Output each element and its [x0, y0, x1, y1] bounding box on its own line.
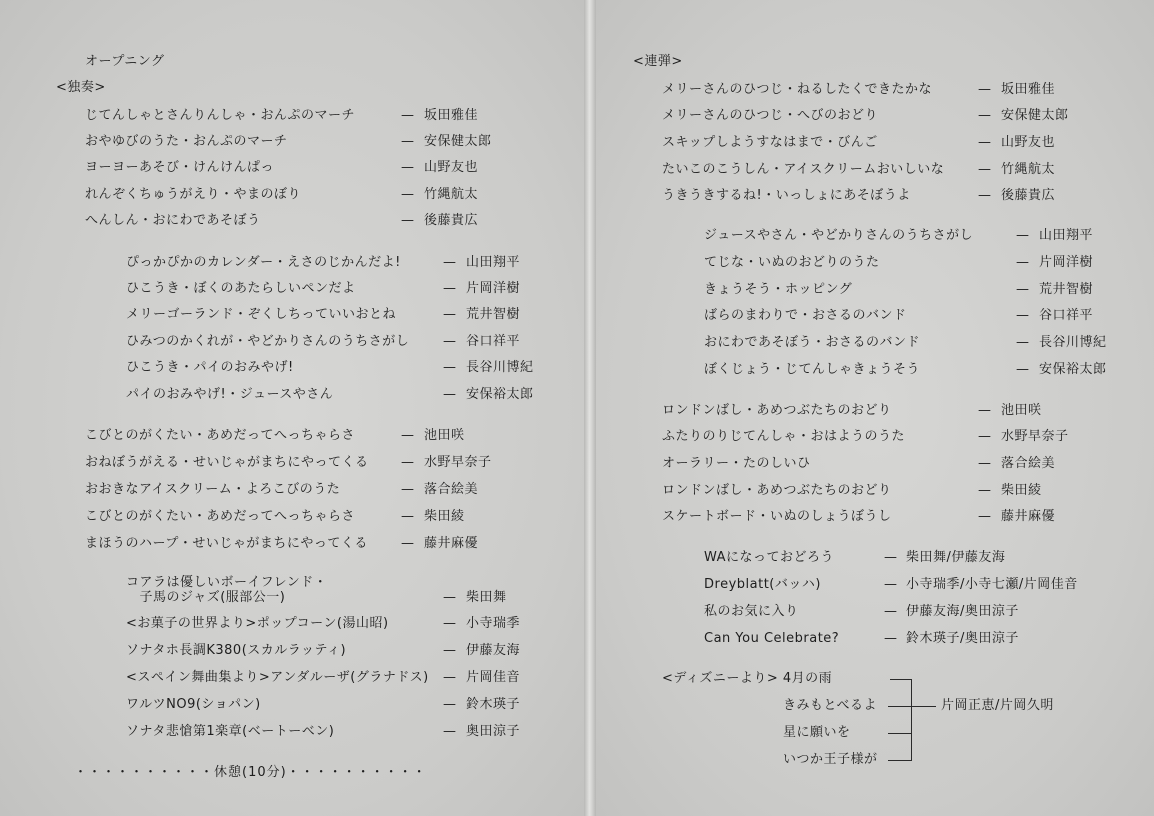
- bracket-line: [911, 679, 912, 761]
- program-title: ひこうき・パイのおみやげ!: [126, 360, 294, 375]
- program-title: ヨーヨーあそび・けんけんぱっ: [85, 160, 275, 175]
- page-fold: [584, 0, 596, 816]
- duet-header: <連弾>: [633, 54, 683, 69]
- dash: —: [1016, 255, 1029, 270]
- dash: —: [443, 724, 456, 739]
- performer-name: 山野友也: [1001, 135, 1056, 150]
- performer-name: 山田翔平: [1039, 228, 1094, 243]
- bracket-line: [890, 679, 912, 680]
- program-title: ふたりのりじてんしゃ・おはようのうた: [662, 429, 906, 444]
- performer-name: 安保健太郎: [1001, 108, 1069, 123]
- bracket-line: [888, 760, 912, 761]
- performer-name: 小寺瑞季/小寺七瀬/片岡佳音: [906, 577, 1078, 592]
- program-title: こびとのがくたい・あめだってへっちゃらさ: [85, 509, 356, 524]
- dash: —: [401, 213, 414, 228]
- performer-name: 片岡洋樹: [466, 281, 521, 296]
- performer-name: 安保健太郎: [424, 134, 492, 149]
- program-title: ワルツNO9(ショパン): [126, 697, 261, 712]
- dash: —: [978, 135, 991, 150]
- dash: —: [884, 577, 897, 592]
- program-title: スケートボード・いぬのしょうぼうし: [662, 509, 892, 524]
- performer-name: 落合絵美: [424, 482, 479, 497]
- program-title: パイのおみやげ!・ジュースやさん: [126, 387, 334, 402]
- program-title: へんしん・おにわであそぼう: [85, 213, 261, 228]
- performer-name: 鈴木瑛子/奥田涼子: [906, 631, 1019, 646]
- performer-name: 柴田綾: [424, 509, 465, 524]
- performer-name: 竹縄航太: [1001, 162, 1056, 177]
- dash: —: [401, 108, 414, 123]
- program-title: メリーさんのひつじ・ねるしたくできたかな: [662, 82, 933, 97]
- performer-name: 谷口祥平: [1039, 308, 1094, 323]
- performer-name: 荒井智樹: [466, 307, 521, 322]
- dash: —: [401, 134, 414, 149]
- dash: —: [443, 281, 456, 296]
- performer-name: 柴田舞: [466, 590, 507, 605]
- program-title: ばらのまわりで・おさるのバンド: [704, 308, 907, 323]
- dash: —: [884, 631, 897, 646]
- dash: —: [1016, 308, 1029, 323]
- performer-name: 伊藤友海: [466, 643, 521, 658]
- dash: —: [884, 604, 897, 619]
- performer-name: 鈴木瑛子: [466, 697, 521, 712]
- performer-name: 長谷川博紀: [1039, 335, 1107, 350]
- solo-header: <独奏>: [56, 80, 106, 95]
- performer-name: 水野早奈子: [1001, 429, 1069, 444]
- program-title: メリーさんのひつじ・へびのおどり: [662, 108, 879, 123]
- dash: —: [1016, 282, 1029, 297]
- performer-name: 後藤貴広: [1001, 188, 1056, 203]
- dash: —: [978, 82, 991, 97]
- dash: —: [1016, 335, 1029, 350]
- program-title: たいこのこうしん・アイスクリームおいしいな: [662, 162, 945, 177]
- performer-name: 池田咲: [424, 428, 465, 443]
- program-title: おやゆびのうた・おんぷのマーチ: [85, 134, 288, 149]
- program-title: ソナタ悲愴第1楽章(ベートーベン): [126, 724, 335, 739]
- performer-name: 落合絵美: [1001, 456, 1056, 471]
- performer-name: 伊藤友海/奥田涼子: [906, 604, 1019, 619]
- performer-name: 藤井麻優: [1001, 509, 1056, 524]
- bracket-line: [888, 706, 912, 707]
- dash: —: [1016, 362, 1029, 377]
- bracket-line: [888, 733, 912, 734]
- dash: —: [978, 403, 991, 418]
- program-title: ぼくじょう・じてんしゃきょうそう: [704, 362, 921, 377]
- disney-title: 星に願いを: [783, 725, 851, 740]
- dash: —: [401, 187, 414, 202]
- program-title: <お菓子の世界より>ポップコーン(湯山昭): [126, 616, 389, 631]
- performer-name: 坂田雅佳: [1001, 82, 1056, 97]
- dash: —: [401, 455, 414, 470]
- program-title: ひこうき・ぼくのあたらしいペンだよ: [126, 281, 356, 296]
- dash: —: [978, 456, 991, 471]
- program-title: うきうきするね!・いっしょにあそぼうよ: [662, 188, 911, 203]
- performer-name: 安保裕太郎: [466, 387, 534, 402]
- performer-name: 池田咲: [1001, 403, 1042, 418]
- performer-name: 山野友也: [424, 160, 479, 175]
- program-title: こびとのがくたい・あめだってへっちゃらさ: [85, 428, 356, 443]
- program-title: Can You Celebrate?: [704, 631, 840, 646]
- performer-name: 山田翔平: [466, 255, 521, 270]
- program-title: ロンドンばし・あめつぶたちのおどり: [662, 403, 892, 418]
- dash: —: [443, 616, 456, 631]
- program-title: まほうのハープ・せいじゃがまちにやってくる: [85, 536, 368, 551]
- disney-title: いつか王子様が: [783, 752, 878, 767]
- performer-name: 柴田舞/伊藤友海: [906, 550, 1006, 565]
- program-title: おねぼうがえる・せいじゃがまちにやってくる: [85, 455, 369, 470]
- performer-name: 片岡佳音: [466, 670, 521, 685]
- performer-name: 藤井麻優: [424, 536, 479, 551]
- program-title: てじな・いぬのおどりのうた: [704, 255, 880, 270]
- performer-name: 安保裕太郎: [1039, 362, 1107, 377]
- dash: —: [978, 108, 991, 123]
- program-title: 私のお気に入り: [704, 604, 799, 619]
- dash: —: [401, 482, 414, 497]
- dash: —: [401, 160, 414, 175]
- performer-name: 荒井智樹: [1039, 282, 1094, 297]
- dash: —: [401, 536, 414, 551]
- program-title: おおきなアイスクリーム・よろこびのうた: [85, 482, 341, 497]
- program-title: オーラリー・たのしいひ: [662, 456, 811, 471]
- dash: —: [443, 387, 456, 402]
- performer-name: 谷口祥平: [466, 334, 521, 349]
- program-title: きょうそう・ホッピング: [704, 282, 853, 297]
- performer-name: 片岡洋樹: [1039, 255, 1094, 270]
- performer-name: 片岡正恵/片岡久明: [941, 698, 1054, 713]
- dash: —: [978, 188, 991, 203]
- dash: —: [1016, 228, 1029, 243]
- dash: —: [443, 334, 456, 349]
- program-title: ひみつのかくれが・やどかりさんのうちさがし: [126, 334, 410, 349]
- program-title: メリーゴーランド・ぞくしちっていいおとね: [126, 307, 397, 322]
- program-title: れんぞくちゅうがえり・やまのぼり: [85, 187, 302, 202]
- dash: —: [443, 360, 456, 375]
- program-title: ソナタホ長調K380(スカルラッティ): [126, 643, 347, 658]
- dash: —: [884, 550, 897, 565]
- dash: —: [443, 670, 456, 685]
- dash: —: [443, 643, 456, 658]
- dash: —: [443, 255, 456, 270]
- performer-name: 竹縄航太: [424, 187, 479, 202]
- program-title: <スペイン舞曲集より>アンダルーザ(グラナドス): [126, 670, 429, 685]
- performer-name: 長谷川博紀: [466, 360, 534, 375]
- program-title: スキップしようすなはまで・びんご: [662, 135, 878, 150]
- dash: —: [978, 162, 991, 177]
- dash: —: [978, 429, 991, 444]
- performer-name: 後藤貴広: [424, 213, 479, 228]
- dash: —: [443, 697, 456, 712]
- dash: —: [443, 590, 456, 605]
- dash: —: [401, 428, 414, 443]
- program-title: じてんしゃとさんりんしゃ・おんぷのマーチ: [85, 108, 356, 123]
- performer-name: 坂田雅佳: [424, 108, 479, 123]
- dash: —: [401, 509, 414, 524]
- disney-title: <ディズニーより> 4月の雨: [662, 671, 833, 686]
- program-title: ロンドンばし・あめつぶたちのおどり: [662, 483, 892, 498]
- program-title: WAになっておどろう: [704, 550, 835, 565]
- performer-name: 小寺瑞季: [466, 616, 521, 631]
- program-title: 子馬のジャズ(服部公一): [126, 590, 286, 605]
- program-title: ぴっかぴかのカレンダー・えさのじかんだよ!: [126, 255, 401, 270]
- intermission-line: ・・・・・・・・・・休憩(10分)・・・・・・・・・・: [74, 765, 427, 780]
- bracket-line: [912, 706, 936, 707]
- performer-name: 奥田涼子: [466, 724, 521, 739]
- performer-name: 水野早奈子: [424, 455, 492, 470]
- dash: —: [978, 509, 991, 524]
- opening-label: オープニング: [85, 54, 165, 69]
- dash: —: [978, 483, 991, 498]
- dash: —: [443, 307, 456, 322]
- disney-title: きみもとべるよ: [783, 698, 877, 713]
- program-title: ジュースやさん・やどかりさんのうちさがし: [704, 228, 974, 243]
- program-title: コアラは優しいボーイフレンド・: [126, 575, 328, 590]
- program-title: おにわであそぼう・おさるのバンド: [704, 335, 921, 350]
- performer-name: 柴田綾: [1001, 483, 1042, 498]
- program-title: Dreyblatt(バッハ): [704, 577, 821, 592]
